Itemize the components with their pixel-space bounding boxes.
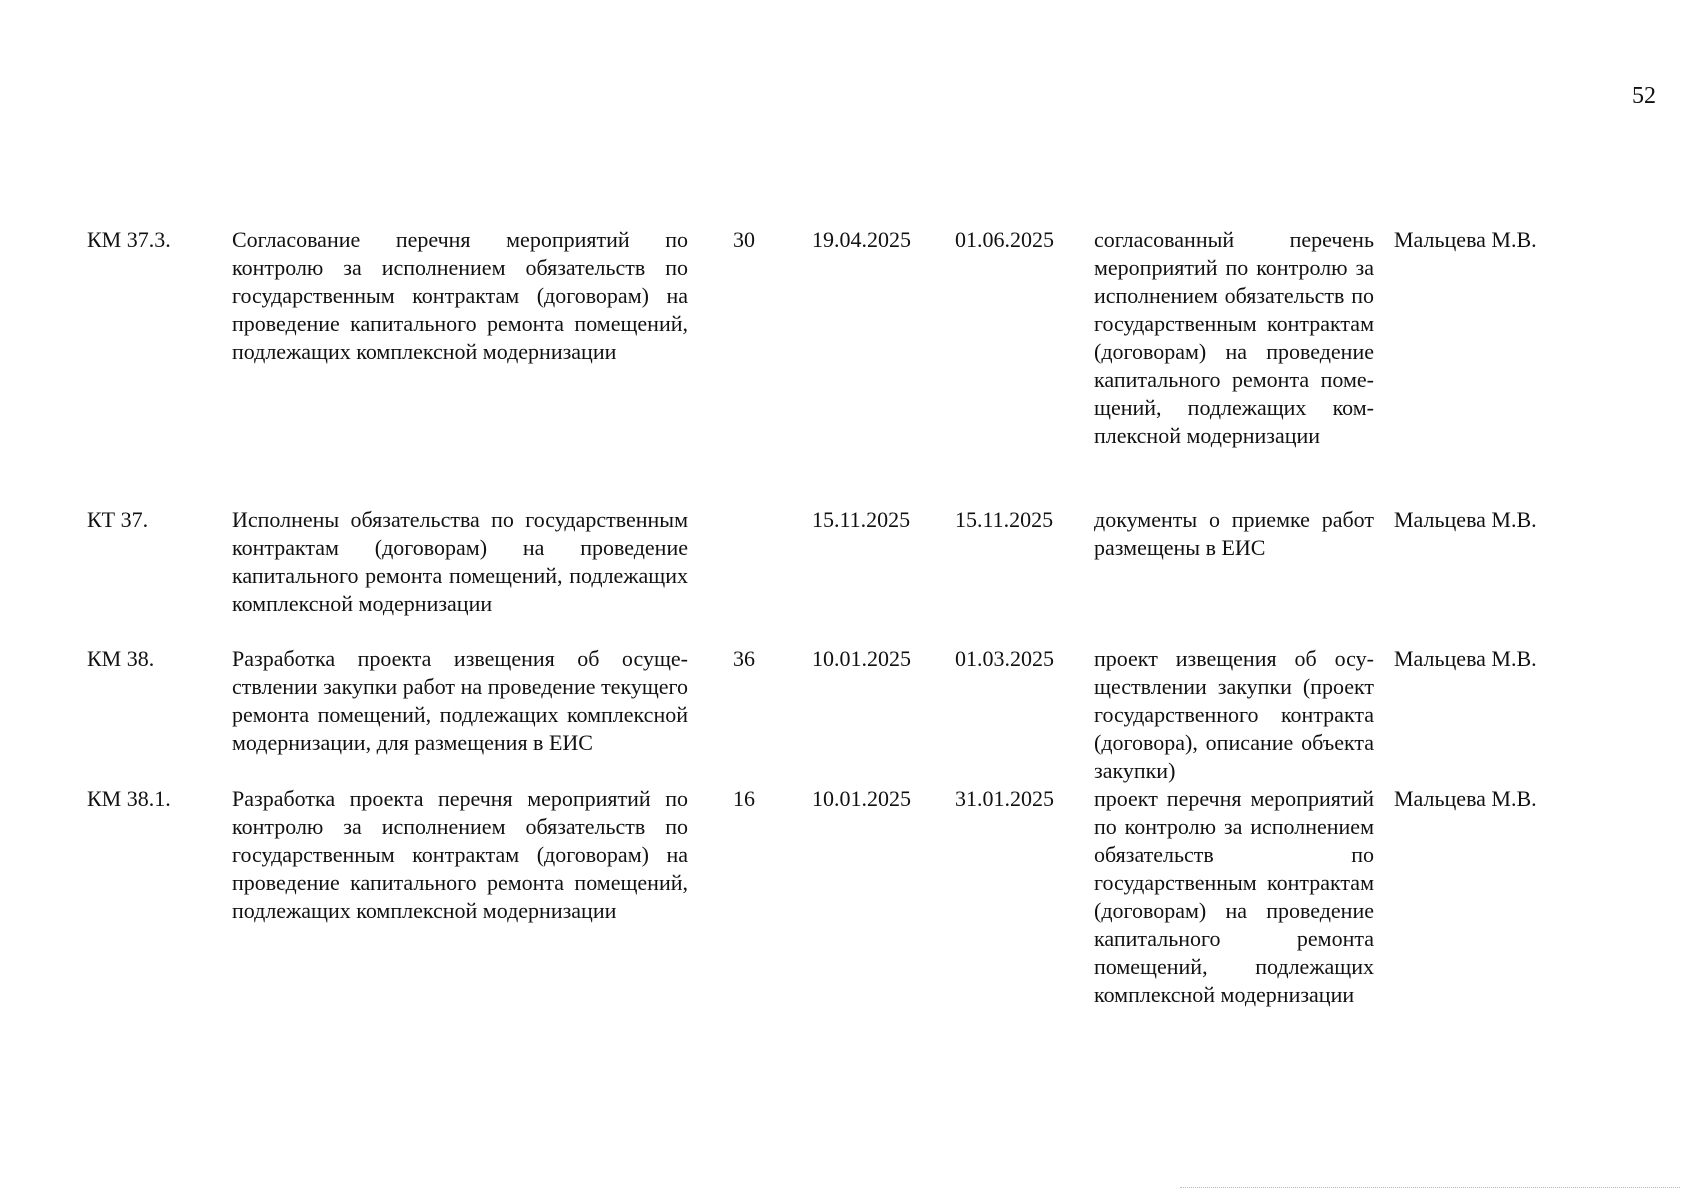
row-code: КМ 38.	[87, 646, 155, 671]
row-description: Разработка проекта извещения об осуществлении закупки работ на проведение текущего ремонта помещений, подлежащих комплексной модернизации, для размещения в ЕИС	[232, 646, 688, 755]
row-start-date: 19.04.2025	[812, 227, 911, 252]
row-result: проект перечня мероприятий по контролю за исполнением обязательств по государственным контрактам (договорам) на проведение капитального ремонта помещений, подлежащих комплексной модернизации	[1094, 786, 1374, 1007]
row-start-date: 10.01.2025	[812, 646, 911, 671]
row-responsible: Мальцева М.В.	[1394, 507, 1537, 532]
row-description: Разработка проекта перечня мероприятий по контролю за исполнением обязательств по государственным контрактам (договорам) на проведение капитального ремонта помещений, подлежащих комплексной модернизации	[232, 786, 688, 923]
row-result: документы о приемке работ размещены в ЕИС	[1094, 507, 1374, 560]
row-description: Согласование перечня мероприятий по контролю за исполнением обязательств по государственным контрактам (договорам) на проведение капитального ремонта помещений, подлежащих комплексной модернизации	[232, 227, 688, 364]
row-code: КМ 38.1.	[87, 786, 171, 811]
row-start-date: 15.11.2025	[812, 507, 911, 532]
row-code: КТ 37.	[87, 507, 149, 532]
row-start-date: 10.01.2025	[812, 786, 911, 811]
row-end-date: 01.06.2025	[955, 227, 1054, 252]
row-duration: 30	[733, 227, 755, 252]
row-responsible: Мальцева М.В.	[1394, 786, 1537, 811]
row-end-date: 01.03.2025	[955, 646, 1054, 671]
page-number: 52	[1632, 83, 1656, 109]
row-result: проект извещения об осуществлении закупки (проект государственного контракта (договора), описание объекта закупки)	[1094, 646, 1374, 783]
row-end-date: 31.01.2025	[955, 786, 1054, 811]
row-result: согласованный перечень мероприятий по контролю за исполнением обязательств по государственным контрактам (договорам) на проведение капитального ремонта помещений, подлежащих комплексной модернизации	[1094, 227, 1374, 448]
row-duration: 16	[733, 786, 755, 811]
row-duration: 36	[733, 646, 755, 671]
scan-artifact-line	[1180, 1187, 1680, 1189]
row-code: КМ 37.3.	[87, 227, 171, 252]
row-responsible: Мальцева М.В.	[1394, 646, 1537, 671]
row-description: Исполнены обязательства по государственным контрактам (договорам) на проведение капитального ремонта помещений, подлежащих комплексной модернизации	[232, 507, 688, 616]
row-responsible: Мальцева М.В.	[1394, 227, 1537, 252]
row-end-date: 15.11.2025	[955, 507, 1054, 532]
